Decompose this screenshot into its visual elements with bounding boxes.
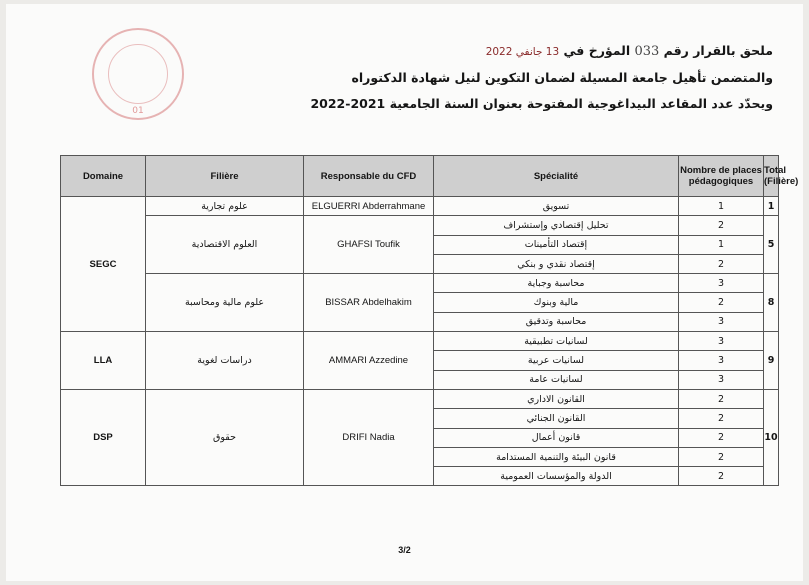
responsable-cell: BISSAR Abdelhakim [304,274,434,332]
table-header-row [61,156,779,197]
specialite-cell: قانون البيئة والتنمية المستدامة [434,447,679,466]
specialite-cell: محاسبة وجباية [434,274,679,293]
table-row [61,274,779,293]
places-cell: 3 [679,351,764,370]
table-row [61,216,779,235]
places-cell: 2 [679,447,764,466]
header-line-2: والمتضمن تأهيل جامعة المسيلة لضمان التكوين لنيل شهادة الدكتوراه [351,70,773,85]
total-cell: 5 [764,216,779,274]
specialite-cell: لسانيات تطبيقية [434,332,679,351]
specialite-cell: محاسبة وتدقيق [434,312,679,331]
decree-date: 13 جانفي 2022 [485,46,560,58]
table-row [61,389,779,408]
places-cell: 3 [679,312,764,331]
filiere-cell: علوم تجارية [146,197,304,216]
table-row [61,197,779,216]
filiere-cell: دراسات لغوية [146,332,304,390]
responsable-cell: AMMARI Azzedine [304,332,434,390]
specialite-cell: القانون الاداري [434,389,679,408]
document-header [233,38,773,117]
header-line-3: ويحدّد عدد المقاعد البيداغوجية المفتوحة بعنوان السنة الجامعية 2021-2022 [310,96,773,111]
domaine-cell: DSP [61,389,146,485]
filiere-cell: العلوم الاقتصادية [146,216,304,274]
seal-inner-ring [108,44,168,104]
header-domaine: Domaine [61,156,146,197]
places-cell: 2 [679,216,764,235]
table-row [61,332,779,351]
places-cell: 3 [679,370,764,389]
decree-number: 033 [634,44,660,59]
specialite-cell: إقتصاد التأمينات [434,235,679,254]
domaine-cell: SEGC [61,197,146,332]
specialite-cell: إقتصاد نقدي و بنكي [434,254,679,273]
header-line1-prefix: ملحق بالقرار رقم [663,43,773,58]
places-cell: 2 [679,428,764,447]
header-total: Total (Filière) [764,156,779,197]
seal-number: 01 [132,106,144,116]
places-cell: 2 [679,254,764,273]
filiere-cell: علوم مالية ومحاسبة [146,274,304,332]
specialite-cell: الدولة والمؤسسات العمومية [434,467,679,486]
header-line-1 [233,38,773,65]
specialite-cell: تسويق [434,197,679,216]
specialite-cell: القانون الجنائي [434,409,679,428]
header-filiere: Filière [146,156,304,197]
page-number: 3/2 [398,545,411,555]
header-responsable: Responsable du CFD [304,156,434,197]
responsable-cell: DRIFI Nadia [304,389,434,485]
places-cell: 3 [679,274,764,293]
header-line1-mid: المؤرخ في [563,43,631,58]
document-page [6,4,803,581]
specialite-cell: لسانيات عامة [434,370,679,389]
places-cell: 1 [679,197,764,216]
specialite-cell: تحليل إقتصادي وإستشراف [434,216,679,235]
responsable-cell: ELGUERRI Abderrahmane [304,197,434,216]
total-cell: 1 [764,197,779,216]
responsable-cell: GHAFSI Toufik [304,216,434,274]
table-body [61,197,779,486]
specialite-cell: لسانيات عربية [434,351,679,370]
official-seal [92,28,184,120]
total-cell: 9 [764,332,779,390]
total-cell: 10 [764,389,779,485]
places-cell: 3 [679,332,764,351]
header-places: Nombre de places pédagogiques [679,156,764,197]
places-cell: 2 [679,293,764,312]
specialite-cell: مالية وبنوك [434,293,679,312]
domaine-cell: LLA [61,332,146,390]
places-cell: 2 [679,389,764,408]
places-cell: 2 [679,409,764,428]
header-specialite: Spécialité [434,156,679,197]
places-cell: 1 [679,235,764,254]
specialite-cell: قانون أعمال [434,428,679,447]
filiere-cell: حقوق [146,389,304,485]
places-cell: 2 [679,467,764,486]
places-table [60,155,799,486]
total-cell: 8 [764,274,779,332]
